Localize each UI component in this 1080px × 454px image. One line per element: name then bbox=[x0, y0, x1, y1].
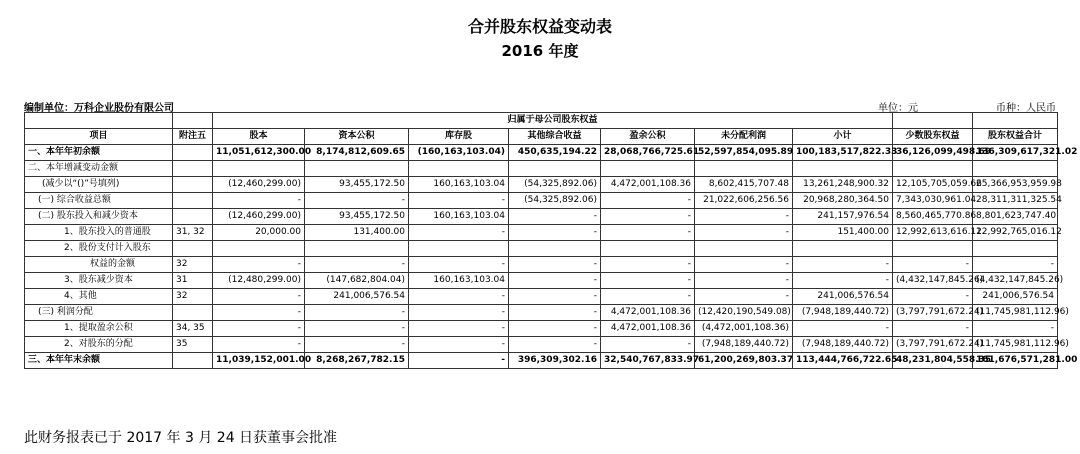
approval-note: 此财务报表已于 2017 年 3 月 24 日获董事会批准 bbox=[24, 430, 338, 446]
row-label: (二) 股东投入和减少资本 bbox=[25, 209, 173, 225]
row-note: 31 bbox=[173, 273, 213, 289]
table-cell: - bbox=[793, 273, 893, 289]
report-title: 合并股东权益变动表 bbox=[467, 17, 612, 36]
row-note bbox=[173, 145, 213, 161]
table-cell bbox=[695, 161, 793, 177]
row-label: 4、其他 bbox=[25, 289, 173, 305]
table-cell: - bbox=[695, 225, 793, 241]
table-cell: - bbox=[305, 305, 409, 321]
row-label: 1、提取盈余公积 bbox=[25, 321, 173, 337]
table-cell: 241,006,576.54 bbox=[793, 289, 893, 305]
table-cell: - bbox=[213, 305, 305, 321]
table-cell: - bbox=[409, 353, 509, 369]
table-cell bbox=[509, 161, 601, 177]
table-cell bbox=[601, 161, 695, 177]
table-cell: - bbox=[793, 321, 893, 337]
table-row bbox=[25, 225, 1058, 241]
table-cell: 11,039,152,001.00 bbox=[213, 353, 305, 369]
table-cell: - bbox=[509, 321, 601, 337]
table-cell bbox=[409, 161, 509, 177]
equity-change-table bbox=[24, 112, 1078, 369]
table-cell: - bbox=[695, 289, 793, 305]
row-note bbox=[173, 209, 213, 225]
table-cell: (3,797,791,672.24) bbox=[893, 305, 973, 321]
row-note bbox=[173, 177, 213, 193]
table-cell: 93,455,172.50 bbox=[305, 177, 409, 193]
table-row bbox=[25, 353, 1058, 369]
table-cell: - bbox=[213, 321, 305, 337]
table-cell: - bbox=[305, 193, 409, 209]
table-row bbox=[25, 337, 1058, 353]
group-header: 归属于母公司股东权益 bbox=[213, 113, 893, 129]
column-header: 其他综合收益 bbox=[509, 129, 601, 145]
table-cell: - bbox=[695, 257, 793, 273]
row-label: 2、对股东的分配 bbox=[25, 337, 173, 353]
table-cell: 8,174,812,609.65 bbox=[305, 145, 409, 161]
table-cell bbox=[509, 241, 601, 257]
table-cell: - bbox=[409, 257, 509, 273]
header-spacer bbox=[893, 113, 973, 129]
table-row bbox=[25, 145, 1058, 161]
table-cell: (7,948,189,440.72) bbox=[793, 305, 893, 321]
table-cell: - bbox=[305, 337, 409, 353]
table-cell: 93,455,172.50 bbox=[305, 209, 409, 225]
table-cell: (147,682,804.04) bbox=[305, 273, 409, 289]
table-cell: 160,163,103.04 bbox=[409, 209, 509, 225]
table-cell: - bbox=[509, 289, 601, 305]
row-label: (三) 利润分配 bbox=[25, 305, 173, 321]
table-cell bbox=[893, 161, 973, 177]
row-label: 二、本年增减变动金额 bbox=[25, 161, 173, 177]
row-label: (一) 综合收益总额 bbox=[25, 193, 173, 209]
table-cell: (4,472,001,108.36) bbox=[695, 321, 793, 337]
column-header: 小计 bbox=[793, 129, 893, 145]
table-cell: - bbox=[601, 337, 695, 353]
table-row bbox=[25, 177, 1058, 193]
table-cell: - bbox=[305, 257, 409, 273]
table-row bbox=[25, 305, 1058, 321]
table-cell: - bbox=[213, 289, 305, 305]
entity-name: 编制单位：万科企业股份有限公司 bbox=[24, 103, 174, 114]
column-header: 股本 bbox=[213, 129, 305, 145]
row-label: 2、股份支付计入股东 bbox=[25, 241, 173, 257]
table-row bbox=[25, 209, 1058, 225]
table-cell bbox=[305, 241, 409, 257]
table-cell: - bbox=[695, 209, 793, 225]
column-header: 盈余公积 bbox=[601, 129, 695, 145]
column-header: 股东权益合计 bbox=[973, 129, 1058, 145]
row-label: (减少以“()”号填列) bbox=[25, 177, 173, 193]
table-cell: 32,540,767,833.97 bbox=[601, 353, 695, 369]
table-cell: 36,126,099,498.69 bbox=[893, 145, 973, 161]
table-row bbox=[25, 241, 1058, 257]
column-header: 项目 bbox=[25, 129, 173, 145]
table-cell: 25,366,953,959.98 bbox=[973, 177, 1058, 193]
table-cell: 8,801,623,747.40 bbox=[973, 209, 1058, 225]
table-cell: (11,745,981,112.96) bbox=[973, 305, 1058, 321]
table-cell: - bbox=[695, 273, 793, 289]
table-cell: - bbox=[973, 257, 1058, 273]
table-cell: - bbox=[601, 273, 695, 289]
table-cell: 28,068,766,725.61 bbox=[601, 145, 695, 161]
column-header: 未分配利润 bbox=[695, 129, 793, 145]
table-cell: 241,006,576.54 bbox=[973, 289, 1058, 305]
table-cell: - bbox=[893, 257, 973, 273]
table-row bbox=[25, 273, 1058, 289]
table-cell: - bbox=[601, 289, 695, 305]
table-cell: 52,597,854,095.89 bbox=[695, 145, 793, 161]
table-cell: - bbox=[409, 337, 509, 353]
row-note: 31, 32 bbox=[173, 225, 213, 241]
header-spacer bbox=[973, 113, 1058, 129]
table-cell: - bbox=[893, 321, 973, 337]
table-cell: 160,163,103.04 bbox=[409, 273, 509, 289]
table-cell: 450,635,194.22 bbox=[509, 145, 601, 161]
unit-label: 单位：元 bbox=[878, 103, 918, 114]
table-cell: 241,006,576.54 bbox=[305, 289, 409, 305]
table-cell: - bbox=[409, 305, 509, 321]
table-cell: - bbox=[409, 321, 509, 337]
table-cell: 12,992,765,016.12 bbox=[973, 225, 1058, 241]
table-cell: 4,472,001,108.36 bbox=[601, 177, 695, 193]
column-header: 资本公积 bbox=[305, 129, 409, 145]
column-header: 附注五 bbox=[173, 129, 213, 145]
table-cell: (12,480,299.00) bbox=[213, 273, 305, 289]
row-label: 1、股东投入的普通股 bbox=[25, 225, 173, 241]
table-cell: (7,948,189,440.72) bbox=[695, 337, 793, 353]
table-cell: 241,157,976.54 bbox=[793, 209, 893, 225]
table-cell: 7,343,030,961.04 bbox=[893, 193, 973, 209]
table-cell: - bbox=[409, 225, 509, 241]
table-cell: - bbox=[793, 257, 893, 273]
table-cell: - bbox=[213, 257, 305, 273]
table-cell bbox=[893, 241, 973, 257]
table-cell: 136,309,617,321.02 bbox=[973, 145, 1058, 161]
row-note bbox=[173, 241, 213, 257]
table-cell: 8,268,267,782.15 bbox=[305, 353, 409, 369]
table-cell bbox=[213, 241, 305, 257]
table-cell: 28,311,311,325.54 bbox=[973, 193, 1058, 209]
table-cell: 161,676,571,281.00 bbox=[973, 353, 1058, 369]
table-cell: (12,420,190,549.08) bbox=[695, 305, 793, 321]
table-cell: - bbox=[409, 289, 509, 305]
table-cell: 20,968,280,364.50 bbox=[793, 193, 893, 209]
table-row bbox=[25, 161, 1058, 177]
table-cell: (4,432,147,845.26) bbox=[973, 273, 1058, 289]
table-cell: (54,325,892.06) bbox=[509, 177, 601, 193]
table-cell: 4,472,001,108.36 bbox=[601, 305, 695, 321]
row-label: 3、股东减少资本 bbox=[25, 273, 173, 289]
table-row bbox=[25, 257, 1058, 273]
table-cell: (12,460,299.00) bbox=[213, 209, 305, 225]
table-cell: - bbox=[305, 321, 409, 337]
row-label: 一、本年年初余额 bbox=[25, 145, 173, 161]
table-cell bbox=[695, 241, 793, 257]
table-cell: 4,472,001,108.36 bbox=[601, 321, 695, 337]
table-cell: - bbox=[509, 209, 601, 225]
table-cell: 100,183,517,822.33 bbox=[793, 145, 893, 161]
table-cell: - bbox=[601, 193, 695, 209]
row-note: 34, 35 bbox=[173, 321, 213, 337]
table-cell: - bbox=[509, 273, 601, 289]
table-cell: - bbox=[601, 257, 695, 273]
table-cell: - bbox=[409, 193, 509, 209]
row-note: 35 bbox=[173, 337, 213, 353]
report-year: 2016 年度 bbox=[501, 42, 579, 60]
header-spacer bbox=[173, 113, 213, 129]
table-cell: (12,460,299.00) bbox=[213, 177, 305, 193]
table-cell: - bbox=[509, 305, 601, 321]
row-note bbox=[173, 161, 213, 177]
table-cell: 20,000.00 bbox=[213, 225, 305, 241]
table-cell: - bbox=[509, 337, 601, 353]
table-cell bbox=[973, 161, 1058, 177]
table-cell bbox=[601, 241, 695, 257]
table-cell: 151,400.00 bbox=[793, 225, 893, 241]
table-cell: - bbox=[509, 225, 601, 241]
table-cell: (54,325,892.06) bbox=[509, 193, 601, 209]
row-label: 权益的金额 bbox=[25, 257, 173, 273]
table-cell: 113,444,766,722.65 bbox=[793, 353, 893, 369]
table-cell: 11,051,612,300.00 bbox=[213, 145, 305, 161]
table-cell: 396,309,302.16 bbox=[509, 353, 601, 369]
table-cell: 12,105,705,059.66 bbox=[893, 177, 973, 193]
table-cell bbox=[213, 161, 305, 177]
table-cell: 131,400.00 bbox=[305, 225, 409, 241]
table-row bbox=[25, 193, 1058, 209]
table-cell: - bbox=[213, 193, 305, 209]
table-cell: (160,163,103.04) bbox=[409, 145, 509, 161]
table-cell: 12,992,613,616.12 bbox=[893, 225, 973, 241]
table-cell bbox=[973, 241, 1058, 257]
column-header: 库存股 bbox=[409, 129, 509, 145]
row-label: 三、本年年末余额 bbox=[25, 353, 173, 369]
table-cell bbox=[409, 241, 509, 257]
row-note bbox=[173, 305, 213, 321]
table-row bbox=[25, 321, 1058, 337]
row-note: 32 bbox=[173, 289, 213, 305]
table-cell: (4,432,147,845.26) bbox=[893, 273, 973, 289]
header-spacer bbox=[25, 113, 173, 129]
table-cell: 61,200,269,803.37 bbox=[695, 353, 793, 369]
table-cell: 160,163,103.04 bbox=[409, 177, 509, 193]
table-cell: - bbox=[973, 321, 1058, 337]
table-cell: 13,261,248,900.32 bbox=[793, 177, 893, 193]
table-cell bbox=[793, 241, 893, 257]
table-cell: - bbox=[601, 225, 695, 241]
table-cell: - bbox=[601, 209, 695, 225]
table-cell: - bbox=[509, 257, 601, 273]
table-cell: (7,948,189,440.72) bbox=[793, 337, 893, 353]
table-cell bbox=[793, 161, 893, 177]
table-cell bbox=[305, 161, 409, 177]
row-note: 32 bbox=[173, 257, 213, 273]
table-cell: (3,797,791,672.24) bbox=[893, 337, 973, 353]
table-row bbox=[25, 289, 1058, 305]
table-cell: (11,745,981,112.96) bbox=[973, 337, 1058, 353]
currency-label: 币种：人民币 bbox=[996, 103, 1056, 114]
table-cell: 21,022,606,256.56 bbox=[695, 193, 793, 209]
table-cell: 48,231,804,558.35 bbox=[893, 353, 973, 369]
table-cell: - bbox=[893, 289, 973, 305]
row-note bbox=[173, 353, 213, 369]
table-cell: 8,560,465,770.86 bbox=[893, 209, 973, 225]
column-header: 少数股东权益 bbox=[893, 129, 973, 145]
table-cell: 8,602,415,707.48 bbox=[695, 177, 793, 193]
table-cell: - bbox=[213, 337, 305, 353]
row-note bbox=[173, 193, 213, 209]
